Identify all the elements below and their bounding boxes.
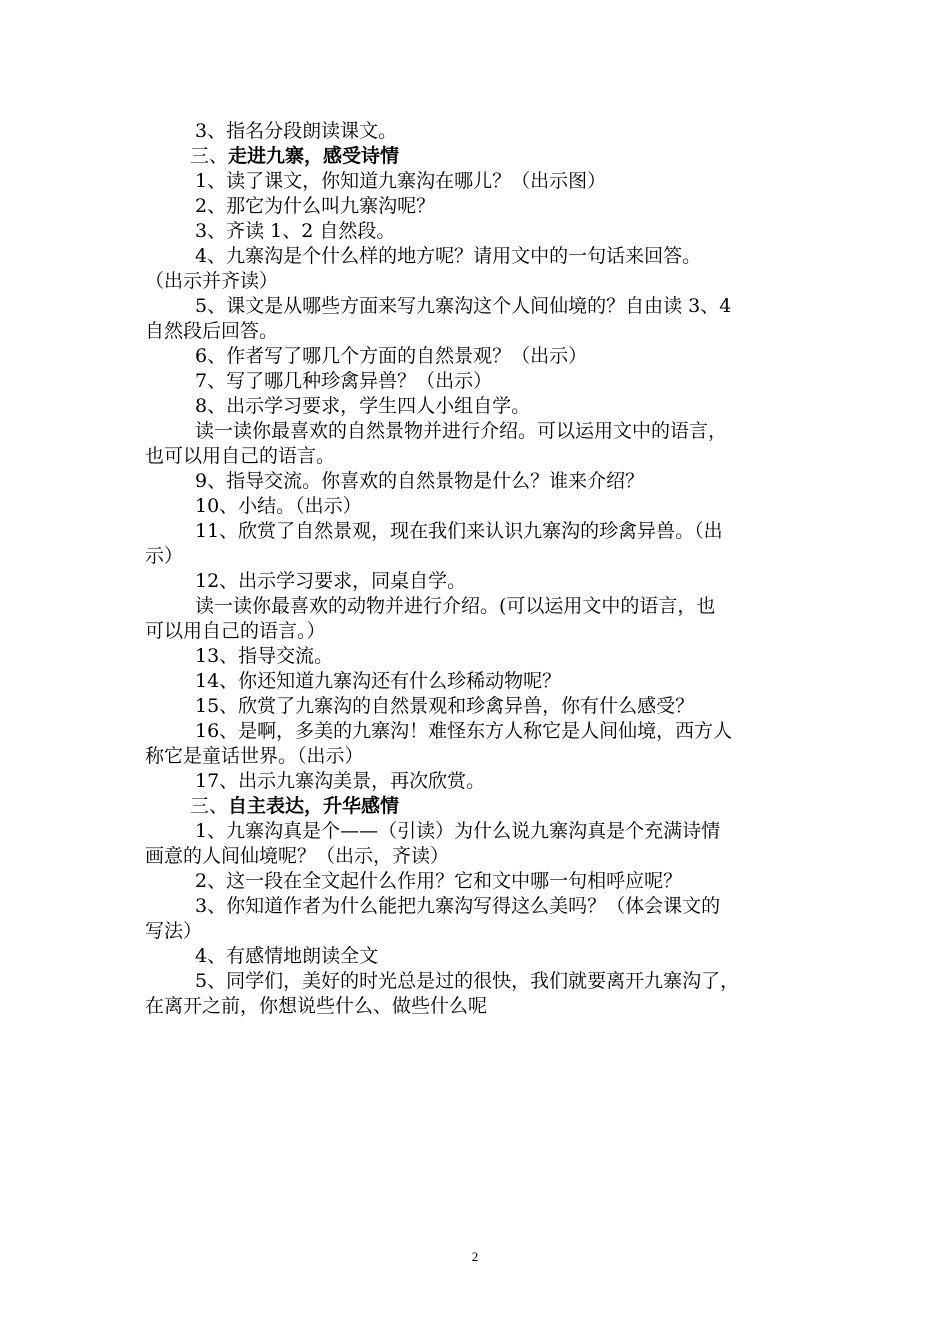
section-heading-number: 三、 (190, 795, 229, 817)
paragraph-continuation: 也可以用自己的语言。 (145, 445, 336, 467)
paragraph-first-line: 3、你知道作者为什么能把九寨沟写得这么美吗？（体会课文的 (195, 895, 721, 917)
section-heading (145, 794, 815, 819)
paragraph (145, 519, 815, 569)
section-heading (145, 144, 815, 169)
paragraph (145, 419, 815, 469)
paragraph (145, 594, 815, 644)
list-item: 3、齐读 1、2 自然段。 (195, 220, 396, 242)
list-item: 4、有感情地朗读全文 (195, 945, 379, 967)
list-item: 13、指导交流。 (195, 645, 334, 667)
list-item: 15、欣赏了九寨沟的自然景观和珍禽异兽，你有什么感受？ (195, 695, 695, 717)
paragraph-continuation: 可以用自己的语言。） (145, 620, 326, 642)
section-heading-number: 三、 (190, 145, 229, 167)
paragraph (145, 969, 815, 1019)
paragraph-continuation: 在离开之前，你想说些什么、做些什么呢 (145, 995, 488, 1017)
section-heading-title: 自主表达，升华感情 (228, 795, 400, 817)
paragraph-first-line: 4、九寨沟是个什么样的地方呢？请用文中的一句话来回答。 (195, 245, 702, 267)
list-item: 7、写了哪几种珍禽异兽？（出示） (195, 370, 493, 392)
paragraph-first-line: 5、课文是从哪些方面来写九寨沟这个人间仙境的？自由读 3、4 (195, 295, 732, 317)
paragraph-continuation: 自然段后回答。 (145, 320, 279, 342)
paragraph (145, 894, 815, 944)
list-item: 6、作者写了哪几个方面的自然景观？（出示） (195, 345, 588, 367)
paragraph-continuation: 称它是童话世界。（出示） (145, 745, 364, 767)
paragraph-continuation: 写法） (145, 920, 203, 942)
paragraph-first-line: 读一读你最喜欢的动物并进行介绍。(可以运用文中的语言，也 (195, 595, 716, 617)
list-item: 3、指名分段朗读课文。 (195, 120, 398, 142)
list-item: 17、出示九寨沟美景，再次欣赏。 (195, 770, 486, 792)
paragraph (145, 719, 815, 769)
paragraph-first-line: 1、九寨沟真是个——（引读）为什么说九寨沟真是个充满诗情 (195, 820, 721, 842)
list-item: 10、小结。（出示） (195, 495, 362, 517)
section-heading-title: 走进九寨，感受诗情 (228, 145, 400, 167)
list-item: 14、你还知道九寨沟还有什么珍稀动物呢？ (195, 670, 562, 692)
paragraph (145, 819, 815, 869)
list-item: 1、读了课文，你知道九寨沟在哪儿？（出示图） (195, 170, 607, 192)
list-item: 2、那它为什么叫九寨沟呢？ (195, 195, 436, 217)
list-item: 9、指导交流。你喜欢的自然景物是什么？谁来介绍？ (195, 470, 645, 492)
page-number: 2 (471, 1249, 479, 1264)
paragraph-first-line: 16、是啊，多美的九寨沟！难怪东方人称它是人间仙境，西方人 (195, 720, 733, 742)
paragraph-first-line: 11、欣赏了自然景观，现在我们来认识九寨沟的珍禽异兽。（出 (195, 520, 723, 542)
document-body (145, 119, 815, 1019)
list-item: 12、出示学习要求，同桌自学。 (195, 570, 467, 592)
list-item: 2、这一段在全文起什么作用？它和文中哪一句相呼应呢？ (195, 870, 683, 892)
paragraph-continuation: （出示并齐读） (145, 270, 279, 292)
paragraph-first-line: 5、同学们，美好的时光总是过的很快，我们就要离开九寨沟了， (195, 970, 740, 992)
paragraph-first-line: 读一读你最喜欢的自然景物并进行介绍。可以运用文中的语言， (195, 420, 728, 442)
paragraph-continuation: 画意的人间仙境呢？（出示，齐读） (145, 845, 450, 867)
paragraph (145, 294, 815, 344)
list-item: 8、出示学习要求，学生四人小组自学。 (195, 395, 531, 417)
paragraph (145, 244, 815, 294)
paragraph-continuation: 示） (145, 545, 184, 567)
